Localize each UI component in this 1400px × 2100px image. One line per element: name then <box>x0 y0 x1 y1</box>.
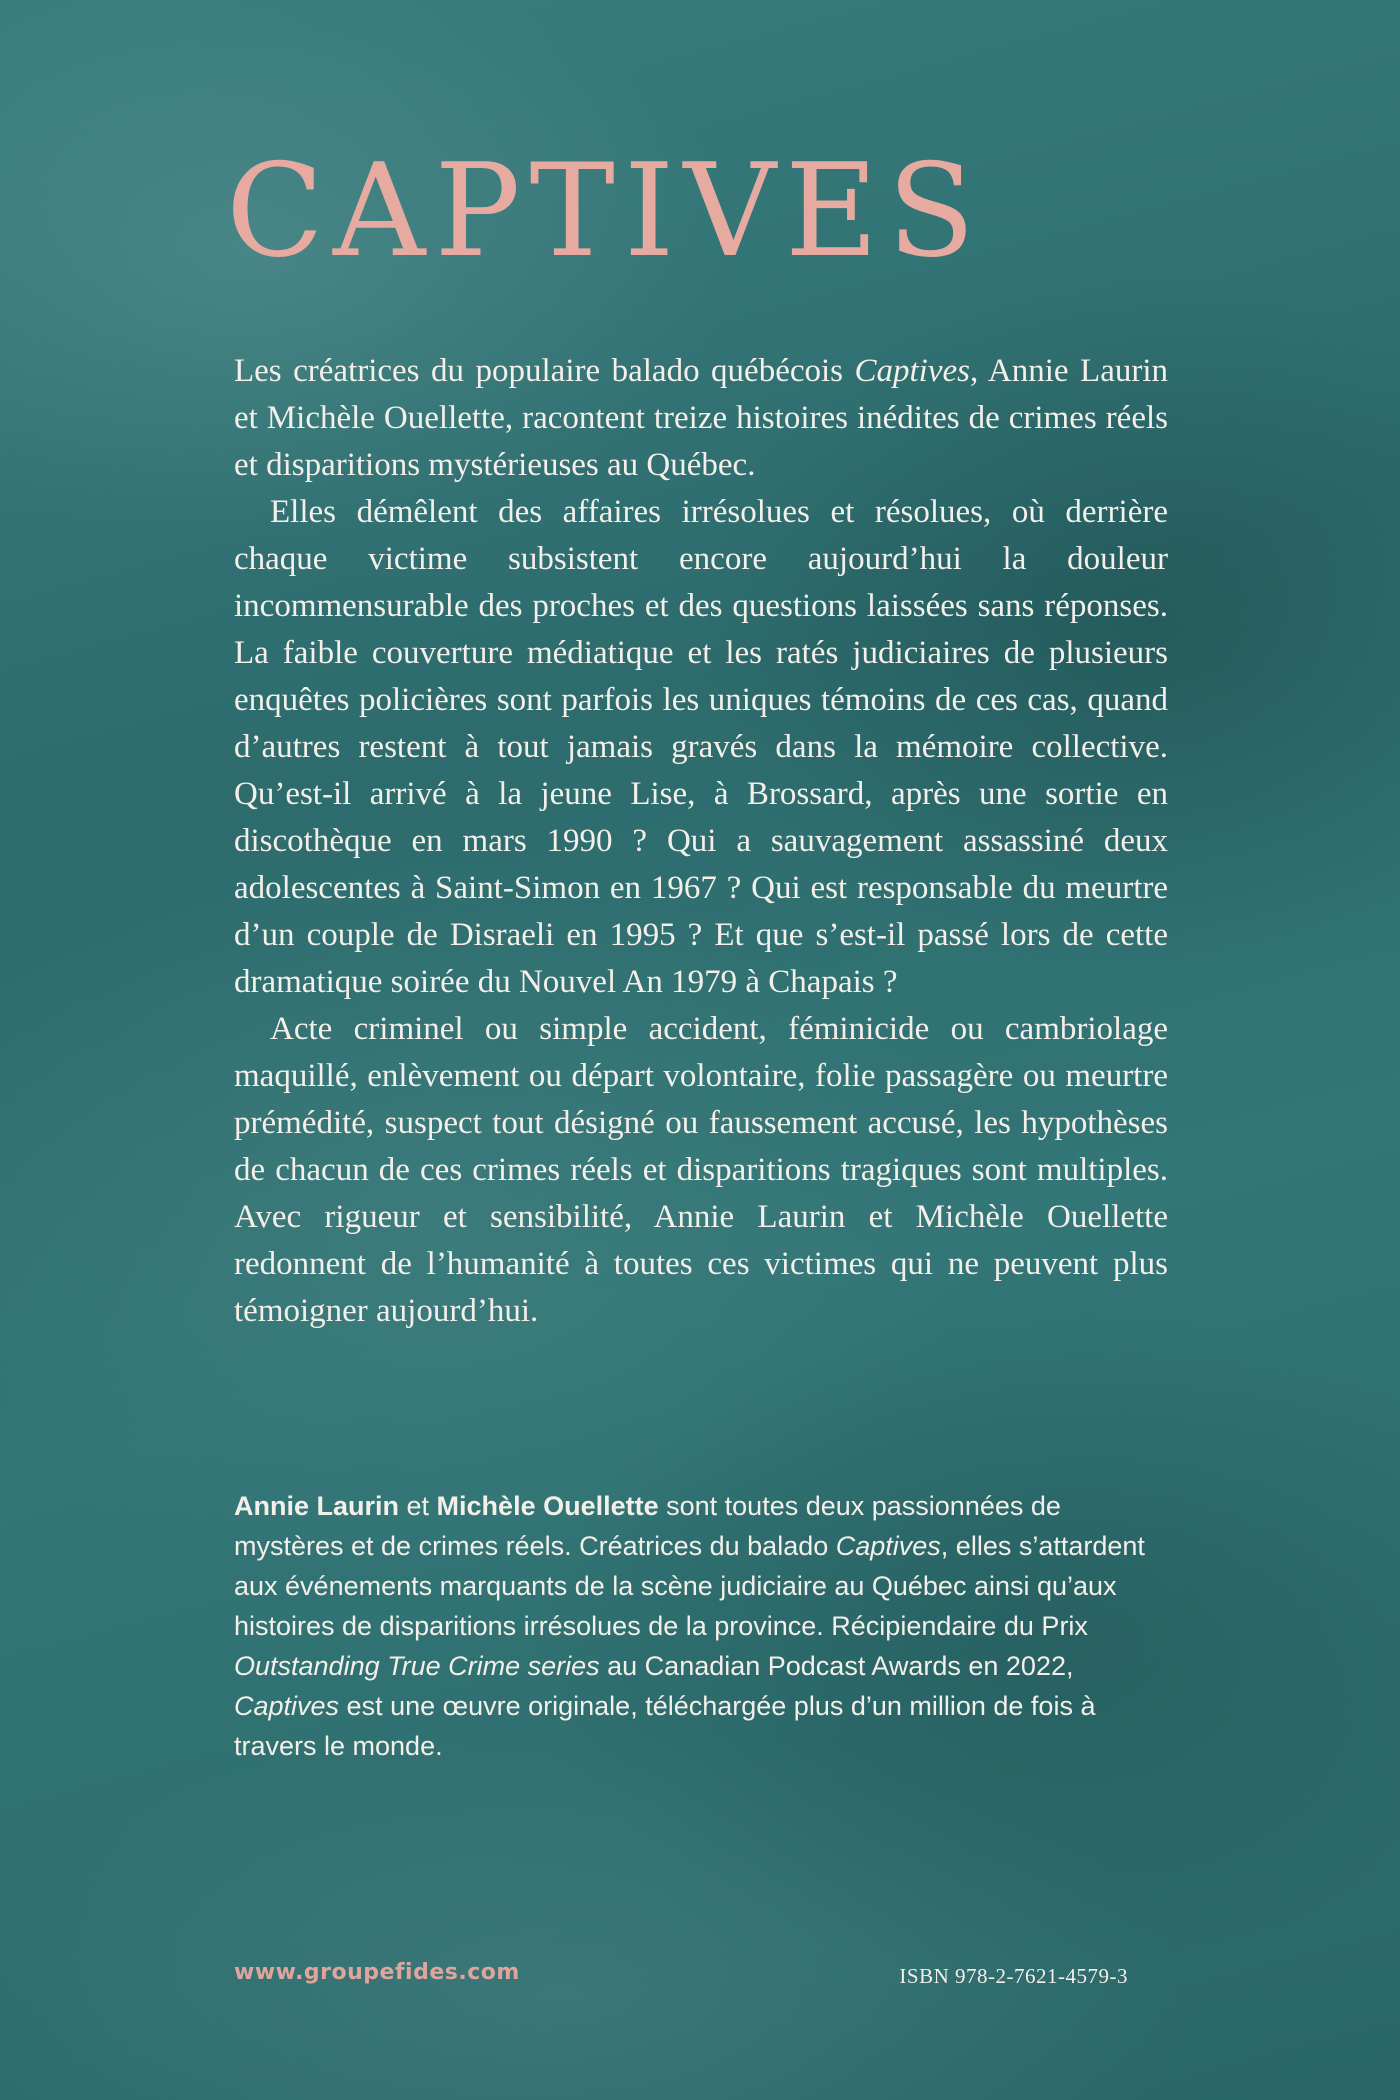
podcast-name: Captives <box>854 353 970 389</box>
author-bio: Annie Laurin et Michèle Ouellette sont toutes deux passionnées de mystères et de crimes réels. Créatrices du balado Captives, elles s’attardent aux événements marquants de la scène judiciaire au Québec ainsi qu’aux histoires de disparitions irrésolues de la province. Récipiendaire du Prix Outstanding True Crime series au Canadian Podcast Awards en 2022, Captives est une œuvre originale, téléchargée plus d’un million de fois à travers le monde. <box>234 1491 1145 1761</box>
blurb <box>234 348 1168 1335</box>
author-name-1: Annie Laurin <box>234 1491 400 1521</box>
blurb-paragraph-1: Les créatrices du populaire balado québécois Captives, Annie Laurin et Michèle Ouellette, racontent treize histoires inédites de crimes réels et disparitions mystérieuses au Québec. <box>234 353 1168 483</box>
publisher-url: www.groupefides.com <box>234 1960 520 1985</box>
award-name: Outstanding True Crime series <box>234 1651 600 1681</box>
author-name-2: Michèle Ouellette <box>436 1491 659 1521</box>
blurb-paragraph-2: Elles démêlent des affaires irrésolues et résolues, où derrière chaque victime subsistent encore aujourd’hui la douleur incommensurable des proches et des questions laissées sans réponses. La faible couverture médiatique et les ratés judiciaires de plusieurs enquêtes policières sont parfois les uniques témoins de ces cas, quand d’autres restent à tout jamais gravés dans la mémoire collective. Qu’est-il arrivé à la jeune Lise, à Brossard, après une sortie en discothèque en mars 1990 ? Qui a sauvagement assassiné deux adolescentes à Saint-Simon en 1967 ? Qui est responsable du meurtre d’un couple de Disraeli en 1995 ? Et que s’est-il passé lors de cette dramatique soirée du Nouvel An 1979 à Chapais ? <box>234 494 1168 1000</box>
blurb-paragraph-3: Acte criminel ou simple accident, féminicide ou cambriolage maquillé, enlèvement ou départ volontaire, folie passagère ou meurtre prémédité, suspect tout désigné ou faussement accusé, les hypothèses de chacun de ces crimes réels et disparitions tragiques sont multiples. Avec rigueur et sensibilité, Annie Laurin et Michèle Ouellette redonnent de l’humanité à toutes ces victimes qui ne peuvent plus témoigner aujourd’hui. <box>234 1011 1168 1329</box>
isbn: ISBN 978-2-7621-4579-3 <box>899 1964 1128 1988</box>
book-title: CAPTIVES <box>226 137 984 286</box>
